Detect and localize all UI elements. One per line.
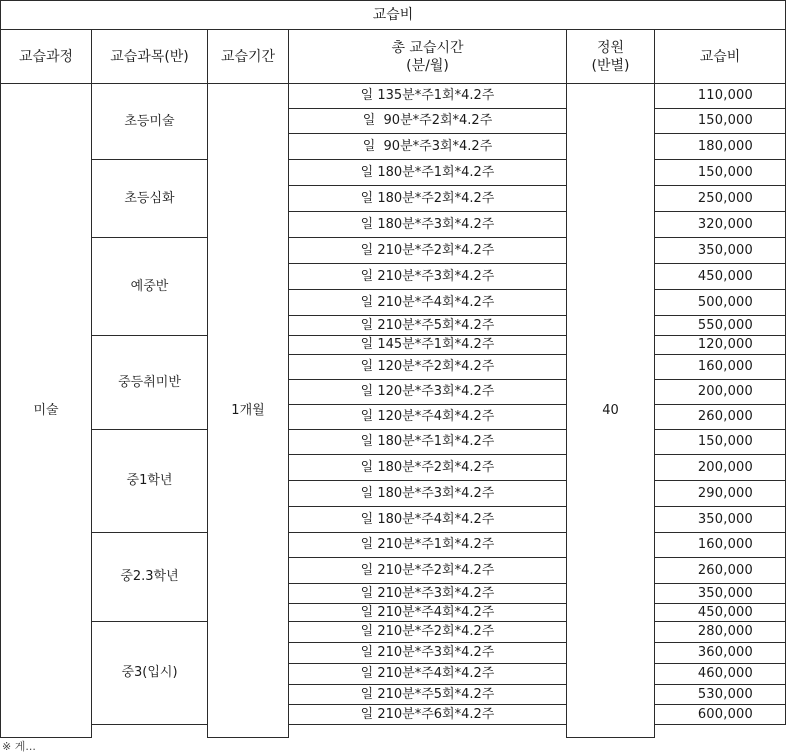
- fee-cell: 260,000: [654, 557, 786, 584]
- fee-cell: 460,000: [654, 663, 786, 685]
- time-cell: 일 210분*주5회*4.2주: [288, 315, 567, 336]
- header-capacity: [566, 29, 655, 84]
- time-cell: 일 210분*주4회*4.2주: [288, 603, 567, 622]
- subject-cell: 중등취미반: [91, 335, 208, 430]
- time-cell: 일 210분*주3회*4.2주: [288, 263, 567, 290]
- time-cell: 일 135분*주1회*4.2주: [288, 83, 567, 109]
- fee-cell: 200,000: [654, 454, 786, 481]
- fee-cell: 350,000: [654, 583, 786, 604]
- time-cell: 일 180분*주1회*4.2주: [288, 429, 567, 455]
- fee-cell: 180,000: [654, 133, 786, 160]
- time-cell: 일 210분*주2회*4.2주: [288, 237, 567, 264]
- header-capacity-line1: 정원: [596, 39, 625, 56]
- time-cell: 일 120분*주4회*4.2주: [288, 404, 567, 430]
- time-cell: 일 210분*주2회*4.2주: [288, 557, 567, 584]
- time-cell: 일 180분*주2회*4.2주: [288, 454, 567, 481]
- course-cell: 미술: [0, 83, 92, 738]
- header-capacity-line2: (반별): [591, 57, 630, 74]
- header-subject: 교습과목(반): [91, 29, 208, 84]
- subject-cell: 중3(입시): [91, 621, 208, 725]
- header-total-hours: [288, 29, 567, 84]
- subject-cell: 중2.3학년: [91, 532, 208, 622]
- fee-cell: 110,000: [654, 83, 786, 109]
- fee-cell: 350,000: [654, 506, 786, 533]
- header-period: 교습기간: [207, 29, 289, 84]
- fee-cell: 320,000: [654, 211, 786, 238]
- fee-cell: 150,000: [654, 108, 786, 134]
- fee-cell: 450,000: [654, 603, 786, 622]
- fee-cell: 120,000: [654, 335, 786, 355]
- fee-cell: 280,000: [654, 621, 786, 643]
- fee-cell: 200,000: [654, 379, 786, 405]
- time-cell: 일 180분*주4회*4.2주: [288, 506, 567, 533]
- period-cell: 1개월: [207, 83, 289, 738]
- time-cell: 일 210분*주4회*4.2주: [288, 289, 567, 316]
- time-cell: 일 90분*주3회*4.2주: [288, 133, 567, 160]
- fee-cell: 160,000: [654, 354, 786, 380]
- subject-cell: 예중반: [91, 237, 208, 336]
- time-cell: 일 90분*주2회*4.2주: [288, 108, 567, 134]
- subject-cell: 초등미술: [91, 83, 208, 160]
- time-cell: 일 180분*주1회*4.2주: [288, 159, 567, 186]
- fee-cell: 360,000: [654, 642, 786, 664]
- time-cell: 일 180분*주2회*4.2주: [288, 185, 567, 212]
- fee-cell: 150,000: [654, 429, 786, 455]
- footnote: ※ 게...: [2, 740, 36, 753]
- table-title: 교습비: [0, 0, 786, 30]
- subject-cell: 중1학년: [91, 429, 208, 533]
- time-cell: 일 210분*주4회*4.2주: [288, 663, 567, 685]
- time-cell: 일 210분*주6회*4.2주: [288, 704, 567, 725]
- subject-cell: 초등심화: [91, 159, 208, 238]
- fee-cell: 450,000: [654, 263, 786, 290]
- header-course: 교습과정: [0, 29, 92, 84]
- time-cell: 일 210분*주3회*4.2주: [288, 642, 567, 664]
- fee-cell: 600,000: [654, 704, 786, 725]
- time-cell: 일 210분*주3회*4.2주: [288, 583, 567, 604]
- fee-cell: 290,000: [654, 480, 786, 507]
- fee-cell: 250,000: [654, 185, 786, 212]
- fee-cell: 160,000: [654, 532, 786, 558]
- time-cell: 일 180분*주3회*4.2주: [288, 211, 567, 238]
- fee-cell: 530,000: [654, 684, 786, 705]
- fee-cell: 500,000: [654, 289, 786, 316]
- header-total-hours-line2: (분/월): [406, 57, 449, 74]
- time-cell: 일 210분*주2회*4.2주: [288, 621, 567, 643]
- header-total-hours-line1: 총 교습시간: [391, 39, 464, 56]
- fee-cell: 350,000: [654, 237, 786, 264]
- time-cell: 일 180분*주3회*4.2주: [288, 480, 567, 507]
- time-cell: 일 210분*주5회*4.2주: [288, 684, 567, 705]
- fee-cell: 150,000: [654, 159, 786, 186]
- time-cell: 일 120분*주3회*4.2주: [288, 379, 567, 405]
- time-cell: 일 145분*주1회*4.2주: [288, 335, 567, 355]
- fee-cell: 260,000: [654, 404, 786, 430]
- header-fee: 교습비: [654, 29, 786, 84]
- time-cell: 일 210분*주1회*4.2주: [288, 532, 567, 558]
- time-cell: 일 120분*주2회*4.2주: [288, 354, 567, 380]
- capacity-cell: 40: [566, 83, 655, 738]
- fee-cell: 550,000: [654, 315, 786, 336]
